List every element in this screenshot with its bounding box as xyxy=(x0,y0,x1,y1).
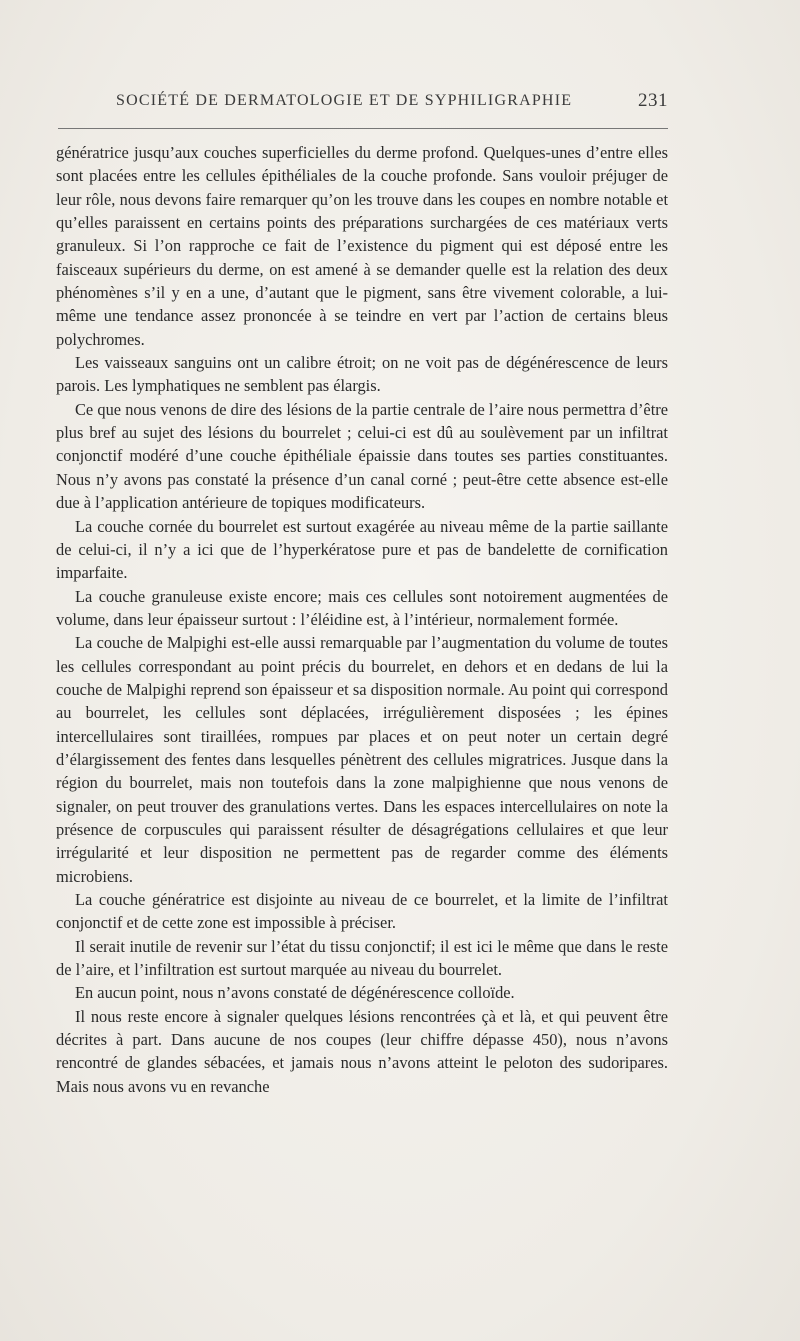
paragraph: Les vaisseaux sanguins ont un calibre étroit; on ne voit pas de dégénérescence de leurs parois. Les lymphatiques ne semblent pas élargis. xyxy=(56,353,668,396)
paragraph: La couche granuleuse existe encore; mais ces cellules sont notoirement augmentées de volume, dans leur épaisseur surtout : l’éléidine est, à l’intérieur, normalement formée. xyxy=(56,586,668,629)
header-rule xyxy=(58,128,668,129)
paragraph: Ce que nous venons de dire des lésions de la partie centrale de l’aire nous permettra d’être plus bref au sujet des lésions du bourrelet ; celui-ci est dû au soulèvement par un infiltrat conjonctif modéré d’une couche épithéliale épaissie dans toutes ses parties constituantes. Nous n’y avons pas constaté la présence d’un canal corné ; peut-être cette absence est-elle due à l’application antérieure de topiques modificateurs. xyxy=(56,399,668,513)
body-text xyxy=(56,141,668,1098)
running-head-title: SOCIÉTÉ DE DERMATOLOGIE ET DE SYPHILIGRAPHIE xyxy=(116,92,573,109)
paragraph: La couche génératrice est disjointe au niveau de ce bourrelet, et la limite de l’infiltrat conjonctif et de cette zone est impossible à préciser. xyxy=(56,890,668,933)
page-number: 231 xyxy=(638,90,668,111)
paragraph: La couche de Malpighi est-elle aussi remarquable par l’augmentation du volume de toutes les cellules correspondant au point précis du bourrelet, en dehors et en dedans de lui la couche de Malpighi reprend son épaisseur et sa disposition normale. Au point qui correspond au bourrelet, les cellules sont déplacées, irrégulièrement disposées ; les épines intercellulaires sont tiraillées, rompues par places et on peut noter un certain degré d’élargissement des fentes dans lesquelles pénètrent des cellules migratrices. Jusque dans la région du bourrelet, mais non toutefois dans la zone malpighienne que nous venons de signaler, on peut trouver des granulations vertes. Dans les espaces intercellulaires on note la présence de corpuscules qui paraissent résulter de désagrégations cellulaires et que leur irrégularité et leur disposition ne permettent pas de regarder comme des éléments microbiens. xyxy=(56,633,668,886)
paragraph: En aucun point, nous n’avons constaté de dégénérescence colloïde. xyxy=(75,983,515,1003)
paragraph: Il nous reste encore à signaler quelques lésions rencontrées çà et là, et qui peuvent être décrites à part. Dans aucune de nos coupes (leur chiffre dépasse 450), nous n’avons rencontré de glandes sébacées, et jamais nous n’avons atteint le peloton des sudoripares. Mais nous avons vu en revanche xyxy=(56,1006,668,1096)
paragraph-continued: génératrice jusqu’aux couches superficielles du derme profond. Quelques-unes d’entre elles sont placées entre les cellules épithéliales de la couche profonde. Sans vouloir préjuger de leur rôle, nous devons faire remarquer qu’on les trouve dans les coupes en nombre notable et qu’elles paraissent en certains points des préparations surchargées de ces matériaux verts granuleux. Si l’on rapproche ce fait de l’existence du pigment qui est déposé entre les faisceaux supérieurs du derme, on est amené à se demander quelle est la relation des deux phénomènes s’il y en a une, d’autant que le pigment, sans être vivement colorable, a lui-même une tendance assez prononcée à se teindre en vert par l’action de certains bleus polychromes. xyxy=(56,143,668,349)
paragraph: La couche cornée du bourrelet est surtout exagérée au niveau même de la partie saillante de celui-ci, il n’y a ici que de l’hyperkératose pure et pas de bandelette de cornification imparfaite. xyxy=(56,516,668,583)
paragraph: Il serait inutile de revenir sur l’état du tissu conjonctif; il est ici le même que dans le reste de l’aire, et l’infiltration est surtout marquée au niveau du bourrelet. xyxy=(56,936,668,980)
running-header xyxy=(56,90,668,120)
